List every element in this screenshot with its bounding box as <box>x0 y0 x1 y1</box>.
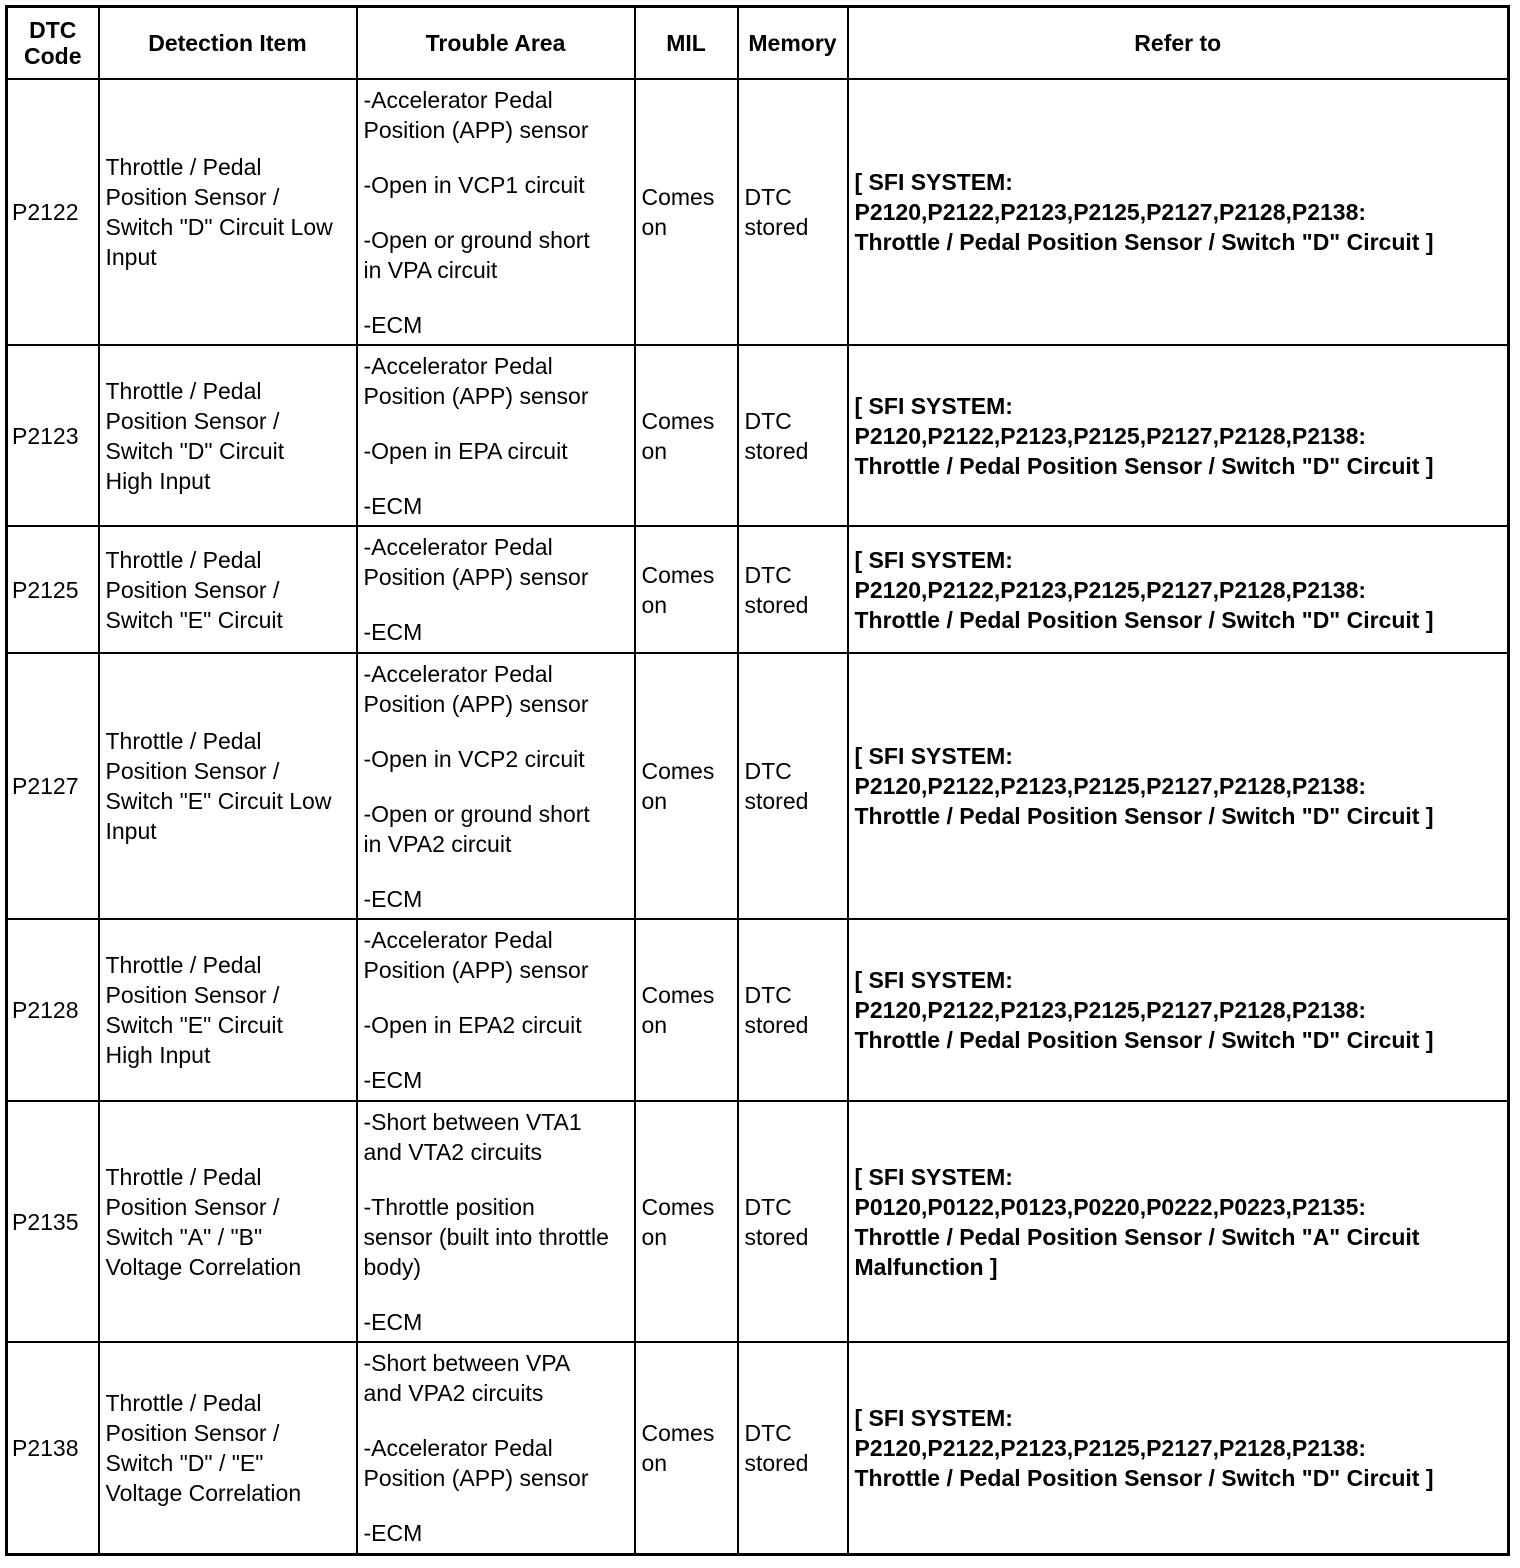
refer-to-cell: [ SFI SYSTEM: P2120,P2122,P2123,P2125,P2127,P2128,P2138: Throttle / Pedal Position Sensor / Switch "D" Circuit ] <box>848 919 1509 1101</box>
memory-cell: DTC stored <box>738 79 848 345</box>
dtc-code-cell: P2128 <box>7 919 99 1101</box>
header-detection-item: Detection Item <box>99 7 357 80</box>
trouble-area-item: -ECM <box>363 619 423 645</box>
detection-item-cell: Throttle / Pedal Position Sensor / Switch "D" Circuit High Input <box>99 345 357 526</box>
trouble-area-item: -Accelerator Pedal Position (APP) sensor <box>363 86 589 143</box>
trouble-area-item: -ECM <box>363 492 423 519</box>
trouble-area-cell <box>357 79 635 345</box>
table-row <box>7 1342 1509 1554</box>
mil-cell: Comes on <box>635 653 738 919</box>
trouble-area-item: -Open or ground short in VPA2 circuit <box>363 800 590 857</box>
detection-item-cell: Throttle / Pedal Position Sensor / Switch "A" / "B" Voltage Correlation <box>99 1101 357 1342</box>
trouble-area-item: -Open in EPA2 circuit <box>363 1012 582 1038</box>
table-row <box>7 79 1509 345</box>
table-row <box>7 526 1509 653</box>
trouble-area-item: -ECM <box>363 311 423 338</box>
trouble-area-item: -Accelerator Pedal Position (APP) sensor <box>363 352 589 409</box>
refer-to-cell: [ SFI SYSTEM: P2120,P2122,P2123,P2125,P2127,P2128,P2138: Throttle / Pedal Position Sensor / Switch "D" Circuit ] <box>848 526 1509 653</box>
trouble-area-cell <box>357 1101 635 1342</box>
trouble-area-item: -Open in VCP2 circuit <box>363 745 585 772</box>
refer-to-cell: [ SFI SYSTEM: P2120,P2122,P2123,P2125,P2127,P2128,P2138: Throttle / Pedal Position Sensor / Switch "D" Circuit ] <box>848 653 1509 919</box>
trouble-area-item: -Accelerator Pedal Position (APP) sensor <box>363 660 589 717</box>
refer-to-cell: [ SFI SYSTEM: P0120,P0122,P0123,P0220,P0222,P0223,P2135: Throttle / Pedal Position Sensor / Switch "A" Circuit Malfunction ] <box>848 1101 1509 1342</box>
trouble-area-item: -Short between VTA1 and VTA2 circuits <box>363 1108 582 1165</box>
mil-cell: Comes on <box>635 919 738 1101</box>
detection-item-cell: Throttle / Pedal Position Sensor / Switch "E" Circuit High Input <box>99 919 357 1101</box>
dtc-code-cell: P2135 <box>7 1101 99 1342</box>
header-memory: Memory <box>738 7 848 80</box>
trouble-area-cell <box>357 653 635 919</box>
trouble-area-item: -ECM <box>363 1308 423 1335</box>
mil-cell: Comes on <box>635 526 738 653</box>
table-row <box>7 653 1509 919</box>
memory-cell: DTC stored <box>738 345 848 526</box>
trouble-area-item: -Accelerator Pedal Position (APP) sensor <box>363 534 589 590</box>
table-row <box>7 1101 1509 1342</box>
trouble-area-item: -Throttle position sensor (built into throttle body) <box>363 1193 609 1280</box>
dtc-table <box>5 5 1510 1556</box>
trouble-area-item: -Accelerator Pedal Position (APP) sensor <box>363 927 589 983</box>
trouble-area-item: -Open in EPA circuit <box>363 437 568 464</box>
mil-cell: Comes on <box>635 79 738 345</box>
detection-item-cell: Throttle / Pedal Position Sensor / Switch "E" Circuit <box>99 526 357 653</box>
trouble-area-item: -ECM <box>363 885 423 912</box>
dtc-code-cell: P2122 <box>7 79 99 345</box>
memory-cell: DTC stored <box>738 526 848 653</box>
dtc-code-cell: P2125 <box>7 526 99 653</box>
detection-item-cell: Throttle / Pedal Position Sensor / Switch "E" Circuit Low Input <box>99 653 357 919</box>
mil-cell: Comes on <box>635 1101 738 1342</box>
trouble-area-cell <box>357 1342 635 1554</box>
dtc-code-cell: P2138 <box>7 1342 99 1554</box>
trouble-area-cell <box>357 345 635 526</box>
memory-cell: DTC stored <box>738 1342 848 1554</box>
detection-item-cell: Throttle / Pedal Position Sensor / Switch "D" / "E" Voltage Correlation <box>99 1342 357 1554</box>
header-trouble-area: Trouble Area <box>357 7 635 80</box>
trouble-area-item: -Open in VCP1 circuit <box>363 171 585 198</box>
mil-cell: Comes on <box>635 1342 738 1554</box>
trouble-area-item: -Short between VPA and VPA2 circuits <box>363 1349 571 1406</box>
memory-cell: DTC stored <box>738 1101 848 1342</box>
header-mil: MIL <box>635 7 738 80</box>
dtc-code-cell: P2127 <box>7 653 99 919</box>
header-row <box>7 7 1509 80</box>
trouble-area-cell <box>357 526 635 653</box>
memory-cell: DTC stored <box>738 653 848 919</box>
refer-to-cell: [ SFI SYSTEM: P2120,P2122,P2123,P2125,P2127,P2128,P2138: Throttle / Pedal Position Sensor / Switch "D" Circuit ] <box>848 345 1509 526</box>
header-dtc-code: DTC Code <box>7 7 99 80</box>
detection-item-cell: Throttle / Pedal Position Sensor / Switch "D" Circuit Low Input <box>99 79 357 345</box>
table-row <box>7 919 1509 1101</box>
dtc-code-cell: P2123 <box>7 345 99 526</box>
trouble-area-item: -Accelerator Pedal Position (APP) sensor <box>363 1434 589 1491</box>
dtc-table-body <box>7 79 1509 1554</box>
mil-cell: Comes on <box>635 345 738 526</box>
header-refer-to: Refer to <box>848 7 1509 80</box>
trouble-area-item: -ECM <box>363 1067 423 1093</box>
refer-to-cell: [ SFI SYSTEM: P2120,P2122,P2123,P2125,P2127,P2128,P2138: Throttle / Pedal Position Sensor / Switch "D" Circuit ] <box>848 1342 1509 1554</box>
trouble-area-item: -Open or ground short in VPA circuit <box>363 226 590 283</box>
trouble-area-cell <box>357 919 635 1101</box>
refer-to-cell: [ SFI SYSTEM: P2120,P2122,P2123,P2125,P2127,P2128,P2138: Throttle / Pedal Position Sensor / Switch "D" Circuit ] <box>848 79 1509 345</box>
table-row <box>7 345 1509 526</box>
memory-cell: DTC stored <box>738 919 848 1101</box>
trouble-area-item: -ECM <box>363 1519 423 1546</box>
